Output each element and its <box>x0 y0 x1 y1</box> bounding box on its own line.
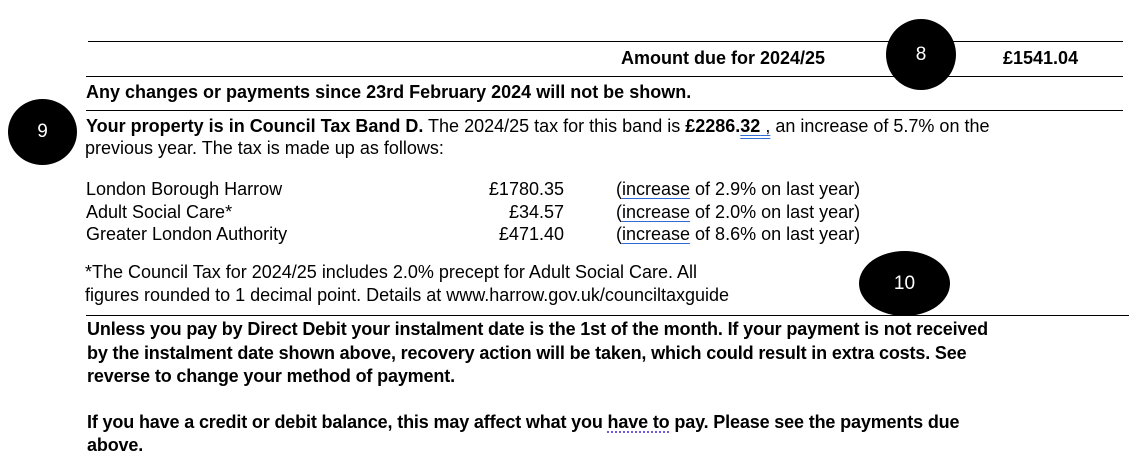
instalment-line-1: Unless you pay by Direct Debit your instalment date is the 1st of the month. If your payment is not received <box>87 319 989 339</box>
rule-under-notice <box>86 110 1123 111</box>
breakdown-name: Greater London Authority <box>86 224 288 244</box>
balance-line-2: above. <box>87 435 144 455</box>
breakdown-amount: £471.40 <box>498 224 564 244</box>
band-text-2: an increase of 5.7% on the <box>770 116 990 136</box>
balance-text-post: pay. Please see the payments due <box>669 412 960 432</box>
balance-text-pre: If you have a credit or debit balance, this may affect what you <box>87 412 608 432</box>
annotation-badge-9 <box>8 99 77 165</box>
changes-notice: Any changes or payments since 23rd February 2024 will not be shown. <box>86 82 692 102</box>
change-text: of 8.6% on last year) <box>690 224 861 244</box>
amount-due-value: £1541.04 <box>1003 48 1079 68</box>
paren: ( <box>616 179 622 199</box>
flagged-word-increase[interactable]: increase <box>622 224 691 244</box>
balance-line-1 <box>87 411 959 435</box>
band-lead: Your property is in Council Tax Band D. <box>86 116 424 136</box>
footnote-line-2: figures rounded to 1 decimal point. Details at www.harrow.gov.uk/counciltaxguide <box>85 285 730 305</box>
change-text: of 2.0% on last year) <box>690 202 861 222</box>
band-text-1: The 2024/25 tax for this band is <box>423 116 686 136</box>
badge-label: 9 <box>37 121 48 142</box>
rule-under-footnote <box>86 315 1129 316</box>
flagged-word-increase[interactable]: increase <box>622 179 691 199</box>
footnote-line-1: *The Council Tax for 2024/25 includes 2.0% precept for Adult Social Care. All <box>85 262 698 282</box>
rule-top <box>88 41 1123 42</box>
band-amount-trail: , <box>760 116 771 136</box>
band-amount-pence[interactable]: 32 <box>740 116 761 136</box>
annotation-badge-8 <box>886 19 956 90</box>
breakdown-name: Adult Social Care* <box>86 202 233 222</box>
badge-label: 10 <box>893 272 916 294</box>
breakdown-change <box>616 178 860 200</box>
breakdown-change <box>616 201 860 223</box>
annotation-badge-10 <box>859 251 950 316</box>
instalment-line-2: by the instalment date shown above, recovery action will be taken, which could result in extra costs. See <box>87 343 967 363</box>
breakdown-amount: £1780.35 <box>488 179 564 199</box>
paren: ( <box>616 202 622 222</box>
paren: ( <box>616 224 622 244</box>
change-text: of 2.9% on last year) <box>690 179 861 199</box>
band-paragraph-line-2: previous year. The tax is made up as follows: <box>85 138 444 158</box>
breakdown-amount: £34.57 <box>508 202 564 222</box>
band-paragraph-line-1 <box>86 115 989 137</box>
band-amount-main: £2286. <box>685 116 741 136</box>
amount-due-label: Amount due for 2024/25 <box>621 48 826 68</box>
badge-label: 8 <box>915 43 927 65</box>
instalment-line-3: reverse to change your method of payment. <box>87 366 455 386</box>
flagged-word-increase[interactable]: increase <box>622 202 691 222</box>
flagged-phrase-have-to[interactable]: have to <box>607 412 670 432</box>
breakdown-change <box>616 223 860 245</box>
rule-under-amount <box>86 76 1123 77</box>
breakdown-name: London Borough Harrow <box>86 179 283 199</box>
